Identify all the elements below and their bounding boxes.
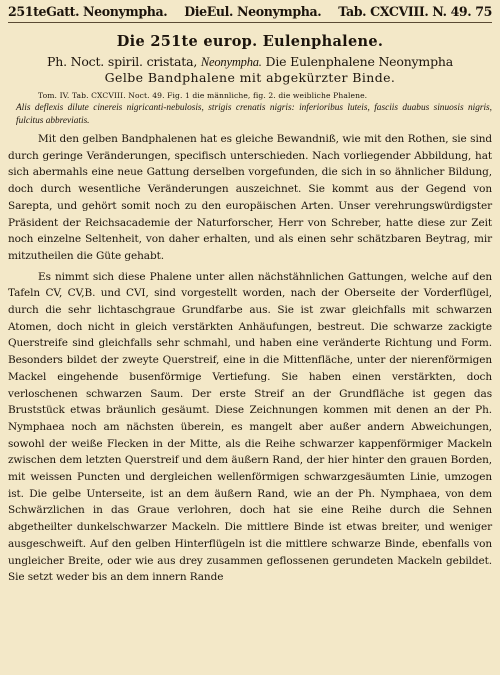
body-paragraph-2: Es nimmt sich diese Phalene unter allen nächstähnlichen Gattungen, welche auf den Tafeln CV, CV,B. und CVI, sind vorgestellt worden, nach der Oberseite der Vorderflügel, durch die sehr lichtaschgraue Grundfarbe aus. Sie ist zwar gleichfalls mit schwarzen Atomen, doch nicht in gleich verstärkten Anhäufungen, bestreut. Die schwarze zackigte Querstreife sind gleichfalls sehr schmahl, und haben eine veränderte Richtung und Form. Besonders bildet der zweyte Querstreif, eine in die Mittenfläche, unter der nierenförmigen Mackel eingehende busenförmige Vertiefung. Sie haben einen verstärkten, doch verloschenen schwarzen Saum. Der erste Streif an der Grundfläche ist gegen das Bruststück etwas bräunlich gesäumt. Diese Zeichnungen kommen mit denen an der Ph. Nymphaea noch am nächsten überein, es mangelt aber außer andern Abweichungen, sowohl der weiße Flecken in der Mitte, als die Reihe schwarzer kappenförmiger Mackeln zwischen dem letzten Querstreif und dem äußern Rand, der hier hinter den grauen Borden, mit weissen Puncten und dergleichen wellenförmigen schwarzgesäumten Linie, umzogen ist. Die gelbe Unterseite, ist an dem äußern Rand, wie an der Ph. Nymphaea, von dem Schwärzlichen in das Graue verlohren, doch hat sie eine Reihe durch die Sehnen abgetheilter dunkelschwarzer Mackeln. Die mittlere Binde ist etwas breiter, und weniger ausgeschweift. Auf den gelben Hinterflügeln ist die mittlere schwarze Binde, ebenfalls von ungleicher Breite, oder wie aus drey zusammen geflossenen gerundeten Mackeln gebildet. Sie setzt weder bis an dem innern Rande <box>8 270 492 584</box>
header-right: Tab. CXCVIII. N. 49. 75 <box>338 4 492 19</box>
body-paragraph-1: Mit den gelben Bandphalenen hat es gleiche Bewandniß, wie mit den Rothen, sie sind durch geringe Veränderungen, specifisch unterschieden. Nach vorliegender Abbildung, hat sich abermahls eine neue Gattung derselben vorgefunden, die sich in so ähnlicher Bildung, doch durch wesentliche Veränderungen auszeichnet. Sie kommt aus der Gegend von Sarepta, und gehört somit noch zu den europäischen Arten. Unser verehrungswürdigster Präsident der Reichsacademie der Naturforscher, Herr von Schreber, hatte diese zur Zeit noch einzelne Seltenheit, von daher erhalten, und als einen sehr schätzbaren Beytrag, mir mitzutheilen die Güte gehabt. <box>8 133 492 262</box>
header-center: DieEul. Neonympha. <box>184 4 322 19</box>
latin-description: Alis deflexis dilute cinereis nigricanti-nebulosis, strigis crenatis nigris: inferioribus luteis, fasciis duabus sinuosis nigris, fulcitus abbreviatis. <box>16 103 492 126</box>
plate-reference: Tom. IV. Tab. CXCVIII. Noct. 49. Fig. 1 die männliche, fig. 2. die weibliche Phalene. <box>38 91 368 100</box>
subtitle-genus: Neonympha. <box>200 55 262 69</box>
page-title: Die 251te europ. Eulenphalene. <box>116 33 384 50</box>
subtitle-suffix: Die Eulenphalene Neonympha <box>265 54 453 69</box>
common-name-subtitle: Gelbe Bandphalene mit abgekürzter Binde. <box>104 70 396 85</box>
header-left: 251teGatt. Neonympha. <box>8 4 168 19</box>
species-subtitle <box>8 54 492 70</box>
subtitle-prefix: Ph. Noct. spiril. cristata, <box>47 54 198 69</box>
running-header <box>8 3 492 23</box>
